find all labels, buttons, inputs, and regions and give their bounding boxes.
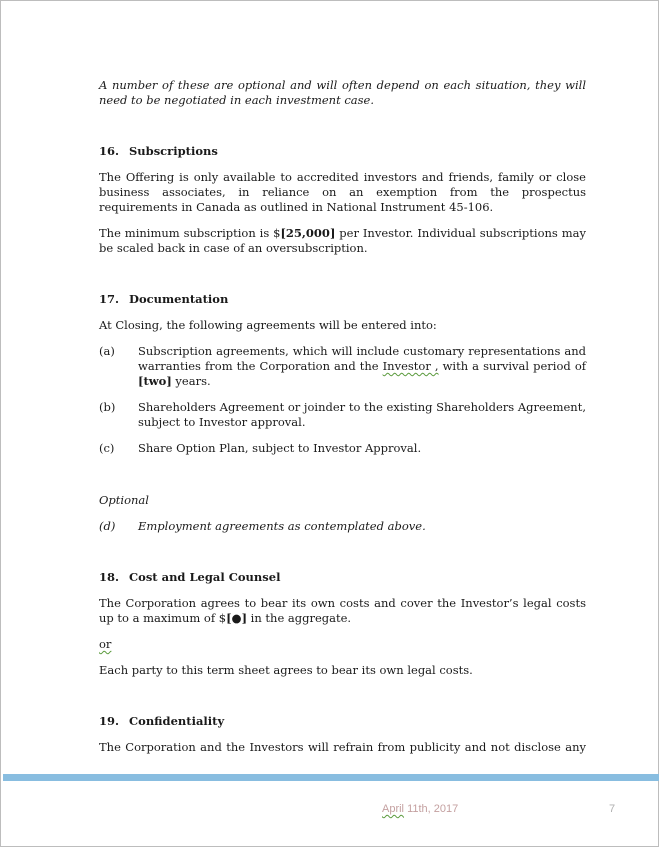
section-16-paragraph-2 xyxy=(99,226,586,256)
section-18-heading xyxy=(99,570,586,585)
section-16-paragraph-1: The Offering is only available to accredited investors and friends, family or close business associates, in reliance on an exemption from the prospectus requirements in Canada as outlined in National Instrument 45-106. xyxy=(99,170,586,214)
list-item-b-text: Shareholders Agreement or joinder to the existing Shareholders Agreement, subject to Investor approval. xyxy=(138,400,586,429)
sec18-p1-post: in the aggregate. xyxy=(247,611,352,625)
footer-divider xyxy=(3,774,659,781)
survival-period: [two] xyxy=(138,374,172,388)
sec16-p2-post: per Investor. Individual subscriptions may be scaled back in case of an oversubscription. xyxy=(99,226,586,255)
footer-date-rest: 11th, 2017 xyxy=(404,803,459,815)
section-18-title: Cost and Legal Counsel xyxy=(129,570,281,584)
a-mid: with a survival period of xyxy=(438,359,586,373)
list-item-b-label: (b) xyxy=(99,400,116,414)
list-item-d-text: Employment agreements as contemplated above. xyxy=(138,519,426,533)
a-investor: Investor , xyxy=(382,359,439,373)
legal-cost-cap: [●] xyxy=(226,611,248,625)
document-body xyxy=(99,78,586,755)
list-item-d-label: (d) xyxy=(99,519,116,533)
section-19-title: Confidentiality xyxy=(129,714,225,728)
sec18-p1-pre: The Corporation agrees to bear its own costs and cover the Investor’s legal costs up to a maximum of $ xyxy=(99,596,586,625)
section-19-number: 19. xyxy=(99,714,120,728)
list-item-c-label: (c) xyxy=(99,441,115,455)
list-item-b xyxy=(99,400,586,430)
page-number: 7 xyxy=(609,803,616,815)
a-post: years. xyxy=(171,374,211,388)
section-16-title: Subscriptions xyxy=(129,144,218,158)
section-17-heading xyxy=(99,292,586,307)
list-item-d xyxy=(99,519,586,534)
list-item-a-text xyxy=(138,344,586,389)
footer-date-month: April xyxy=(382,803,405,815)
section-19-paragraph-1: The Corporation and the Investors will refrain from publicity and not disclose any xyxy=(99,740,586,754)
min-subscription-amount: [25,000] xyxy=(280,226,336,240)
section-19-heading xyxy=(99,714,586,729)
or-text: or xyxy=(99,637,112,651)
footer-date xyxy=(382,803,458,815)
section-17-number: 17. xyxy=(99,292,120,306)
section-16-number: 16. xyxy=(99,144,120,158)
section-18-number: 18. xyxy=(99,570,120,584)
list-item-a-label: (a) xyxy=(99,344,115,358)
a-pre: Subscription agreements, which will include customary representations and warranties from the Corporation and the xyxy=(138,344,586,373)
list-item-c-text: Share Option Plan, subject to Investor Approval. xyxy=(138,441,422,455)
section-16-heading xyxy=(99,144,586,159)
or-separator xyxy=(99,637,586,652)
section-17-lead: At Closing, the following agreements will be entered into: xyxy=(99,318,437,332)
section-17-title: Documentation xyxy=(129,292,229,306)
optional-label: Optional xyxy=(99,493,149,507)
section-18-paragraph-2: Each party to this term sheet agrees to bear its own legal costs. xyxy=(99,663,473,677)
section-18-paragraph-1 xyxy=(99,596,586,626)
list-item-c xyxy=(99,441,586,456)
sec16-p2-pre: The minimum subscription is $ xyxy=(99,226,281,240)
intro-note: A number of these are optional and will often depend on each situation, they will need to be negotiated in each investment case. xyxy=(99,78,586,107)
list-item-a xyxy=(99,344,586,389)
